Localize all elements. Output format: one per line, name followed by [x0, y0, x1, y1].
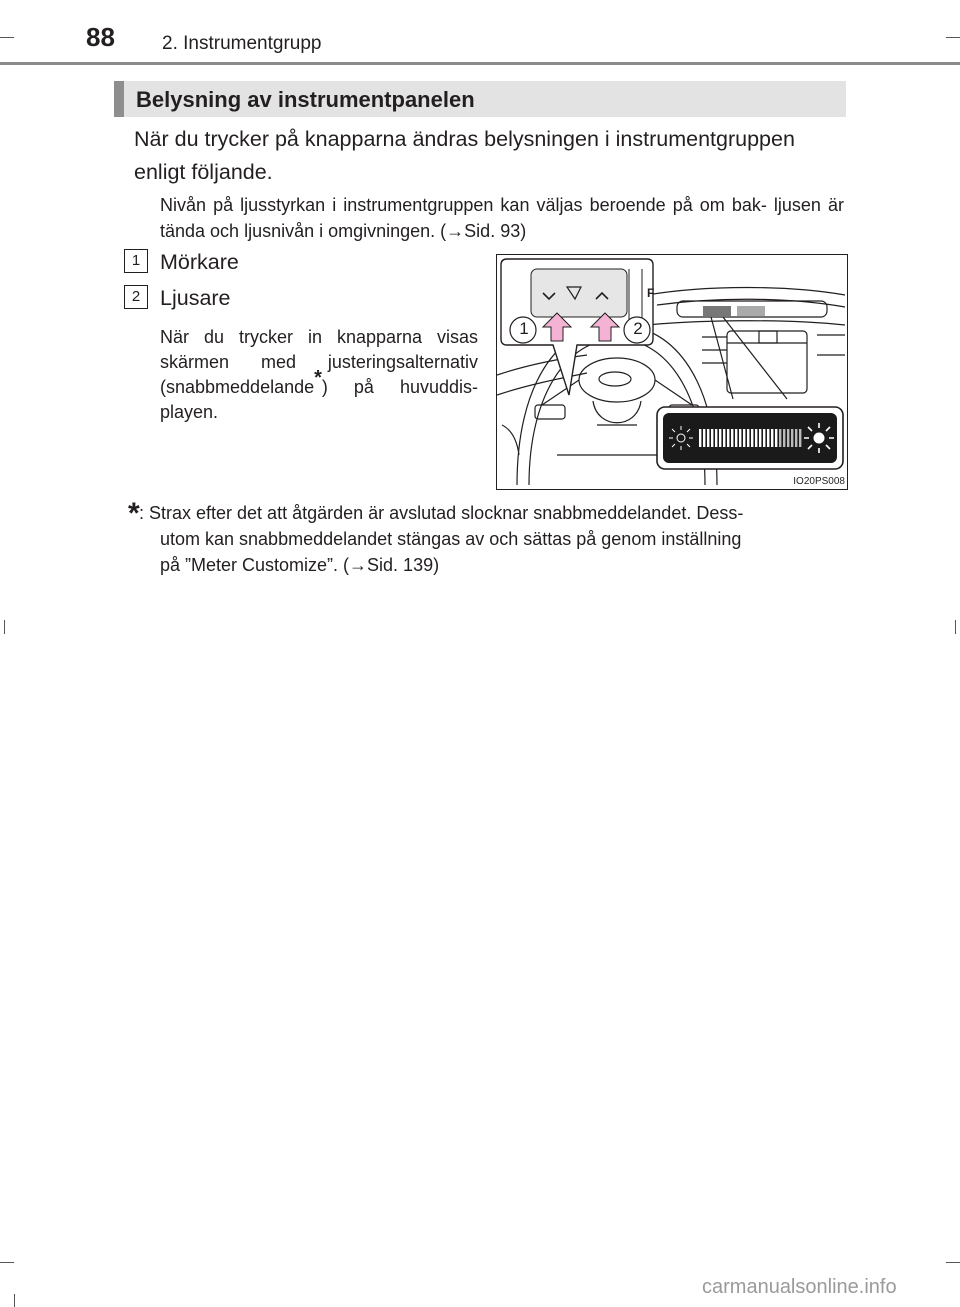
- asterisk-marker: *: [314, 367, 322, 389]
- item-description-text: När du trycker in knapparna visas skärmen med justeringsalternativ (snabbmeddelande: [160, 327, 478, 397]
- section-title: Belysning av instrumentpanelen: [136, 87, 475, 112]
- brightness-level-bar: [739, 429, 741, 447]
- brightness-level-bar: [751, 429, 753, 447]
- crop-mark: [0, 37, 14, 38]
- brightness-level-bar: [755, 429, 757, 447]
- brightness-level-bar: [775, 429, 777, 447]
- dashboard-drawing: [497, 255, 847, 489]
- chapter-title: 2. Instrumentgrupp: [162, 33, 322, 54]
- watermark: carmanualsonline.info: [702, 1276, 897, 1298]
- item-number-1: 1: [124, 249, 148, 273]
- brightness-level-bar: [723, 429, 725, 447]
- figure-id: IO20PS008: [793, 476, 845, 487]
- footnote-line-3: på ”Meter Customize”. (→Sid. 139): [160, 555, 440, 575]
- crop-mark: [0, 1262, 14, 1263]
- dashboard-illustration: [496, 254, 848, 490]
- brightness-level-bar: [767, 429, 769, 447]
- item-description: [160, 325, 478, 425]
- brightness-level-bar: [703, 429, 705, 447]
- brightness-level-bar: [707, 429, 709, 447]
- item-description-text-end: ) på huvuddis- playen.: [160, 377, 478, 422]
- header-rule: [0, 62, 960, 65]
- footnote-asterisk: *: [128, 497, 140, 530]
- brightness-level-bar: [731, 429, 733, 447]
- brightness-level-bar: [715, 429, 717, 447]
- crop-mark: [14, 1294, 15, 1307]
- brightness-level-bar: [727, 429, 729, 447]
- brightness-level-bar: [743, 429, 745, 447]
- brightness-level-bar: [711, 429, 713, 447]
- brightness-level-bar: [771, 429, 773, 447]
- note-paragraph: Nivån på ljusstyrkan i instrumentgruppen kan väljas beroende på om bak- ljusen är tända och ljusnivån i omgivningen. (→Sid. 93): [160, 195, 844, 241]
- callout-number-2: 2: [633, 319, 643, 338]
- brightness-level-bar: [787, 429, 789, 447]
- brightness-level-bar: [719, 429, 721, 447]
- svg-text:F: F: [647, 286, 655, 300]
- footnote-line-2: utom kan snabbmeddelandet stängas av och sättas på genom inställning: [160, 529, 742, 549]
- item-label-brighter: Ljusare: [160, 286, 231, 310]
- brightness-level-bar: [791, 429, 793, 447]
- brightness-level-bar: [795, 429, 797, 447]
- footnote-line-1: : Strax efter det att åtgärden är avslutad slocknar snabbmeddelandet. Dess-: [139, 503, 744, 523]
- lead-paragraph: När du trycker på knapparna ändras belysningen i instrumentgruppen enligt följande.: [134, 127, 795, 184]
- callout-number-1: 1: [519, 319, 529, 338]
- crop-mark: [4, 620, 5, 634]
- brightness-level-bar: [783, 429, 785, 447]
- brightness-level-bar: [735, 429, 737, 447]
- brightness-level-bar: [759, 429, 761, 447]
- section-heading: [114, 81, 846, 117]
- brightness-level-bar: [699, 429, 701, 447]
- crop-mark: [955, 620, 956, 634]
- brightness-level-bar: [799, 429, 801, 447]
- crop-mark: [946, 37, 960, 38]
- item-label-darker: Mörkare: [160, 250, 239, 274]
- item-number-2: 2: [124, 285, 148, 309]
- section-heading-bar: [114, 81, 124, 117]
- brightness-level-bar: [763, 429, 765, 447]
- brightness-level-bar: [747, 429, 749, 447]
- page-number: 88: [86, 22, 115, 52]
- crop-mark: [946, 1262, 960, 1263]
- brightness-level-bar: [779, 429, 781, 447]
